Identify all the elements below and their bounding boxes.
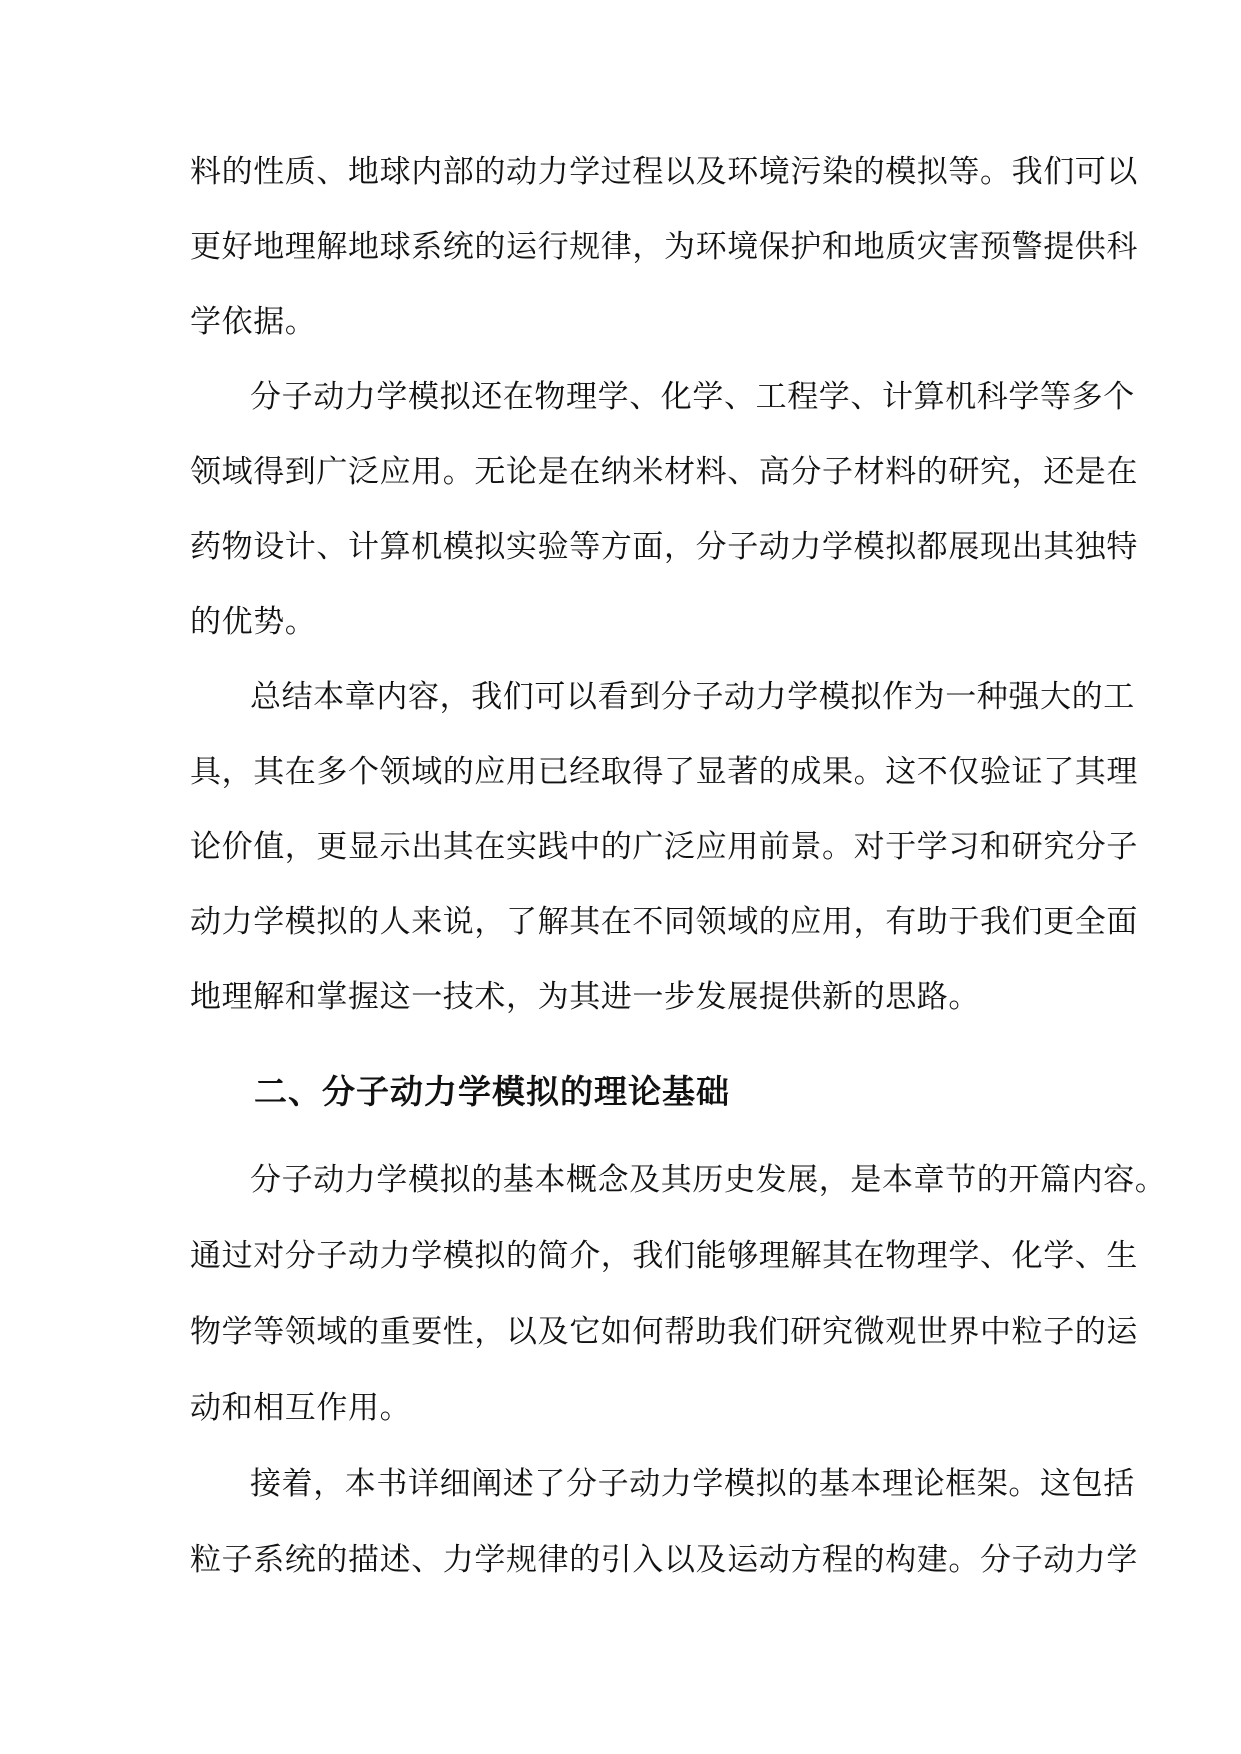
paragraph-line: 动和相互作用。 [190, 1390, 412, 1426]
paragraph-line: 领域得到广泛应用。无论是在纳米材料、高分子材料的研究，还是在 [190, 454, 1138, 490]
paragraph-line: 粒子系统的描述、力学规律的引入以及运动方程的构建。分子动力学 [190, 1542, 1138, 1578]
paragraph-line: 药物设计、计算机模拟实验等方面，分子动力学模拟都展现出其独特 [190, 529, 1138, 565]
paragraph-line: 的优势。 [190, 604, 317, 640]
paragraph-line: 分子动力学模拟还在物理学、化学、工程学、计算机科学等多个 [250, 379, 1135, 415]
paragraph-line: 学依据。 [190, 304, 317, 340]
paragraph-line: 具，其在多个领域的应用已经取得了显著的成果。这不仅验证了其理 [190, 754, 1138, 790]
paragraph-line: 动力学模拟的人来说，了解其在不同领域的应用，有助于我们更全面 [190, 904, 1138, 940]
paragraph-line: 接着，本书详细阐述了分子动力学模拟的基本理论框架。这包括 [250, 1466, 1135, 1502]
paragraph-line: 更好地理解地球系统的运行规律，为环境保护和地质灾害预警提供科 [190, 229, 1138, 265]
paragraph-line: 地理解和掌握这一技术，为其进一步发展提供新的思路。 [190, 979, 980, 1015]
paragraph-line: 总结本章内容，我们可以看到分子动力学模拟作为一种强大的工 [250, 679, 1135, 715]
paragraph-line: 论价值，更显示出其在实践中的广泛应用前景。对于学习和研究分子 [190, 829, 1138, 865]
paragraph-line: 料的性质、地球内部的动力学过程以及环境污染的模拟等。我们可以 [190, 154, 1138, 190]
paragraph-line: 通过对分子动力学模拟的简介，我们能够理解其在物理学、化学、生 [190, 1238, 1138, 1274]
paragraph-line: 物学等领域的重要性，以及它如何帮助我们研究微观世界中粒子的运 [190, 1314, 1138, 1350]
section-heading: 二、分子动力学模拟的理论基础 [254, 1072, 730, 1111]
paragraph-line: 分子动力学模拟的基本概念及其历史发展，是本章节的开篇内容。 [250, 1162, 1167, 1198]
